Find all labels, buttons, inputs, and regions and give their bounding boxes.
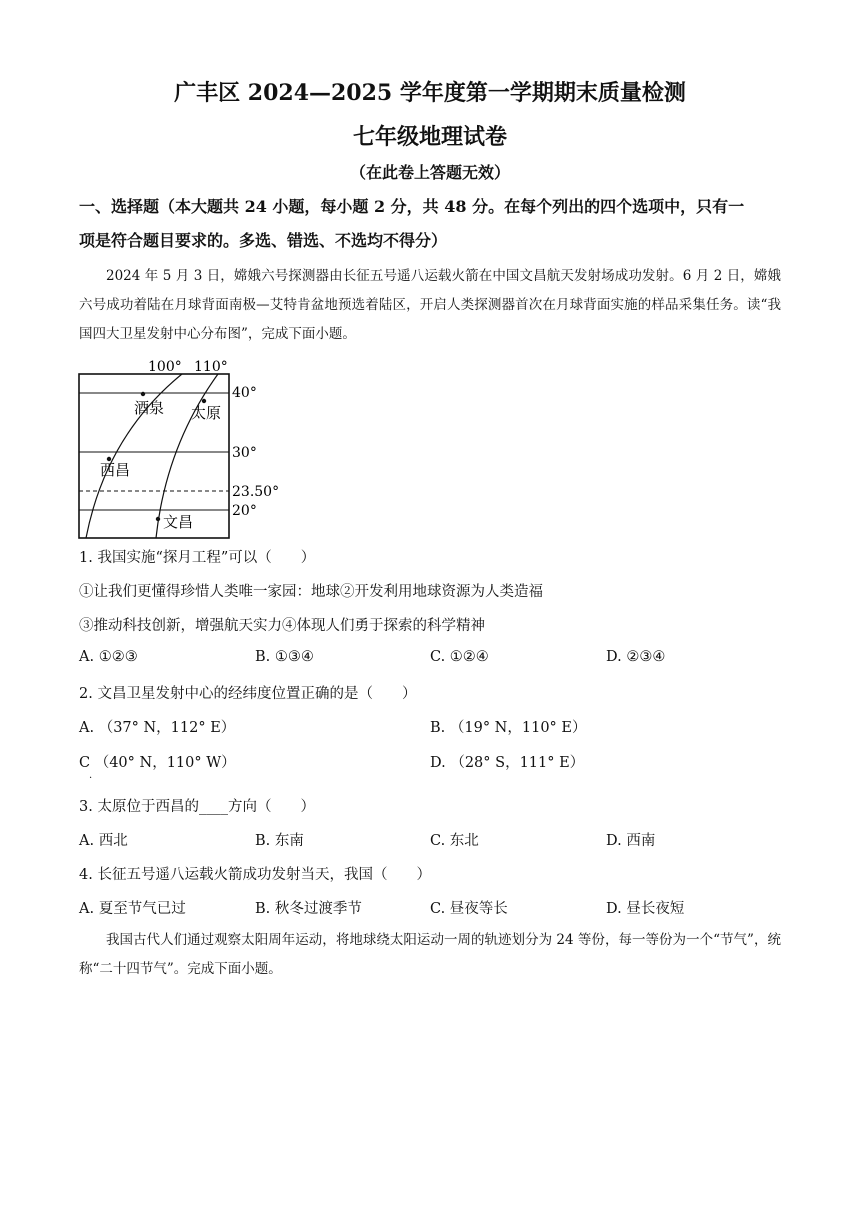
q1-option-d[interactable]: D. ②③④ bbox=[606, 649, 666, 665]
section-heading-line1: 一、选择题（本大题共 24 小题，每小题 2 分，共 48 分。在每个列出的四个选项中，只有一 bbox=[79, 197, 745, 216]
passage-2: 我国古代人们通过观察太阳周年运动，将地球绕太阳运动一周的轨迹划分为 24 等份，每一等份为一个“节气”，统称“二十四节气”。完成下面小题。 bbox=[79, 932, 782, 977]
place-dot-jiuquan bbox=[141, 392, 145, 396]
exam-title: 广丰区 2024—2025 学年度第一学期期末质量检测 bbox=[174, 80, 686, 106]
q4-option-b[interactable]: B. 秋冬过渡季节 bbox=[255, 901, 362, 917]
section-heading-line2: 项是符合题目要求的。多选、错选、不选均不得分） bbox=[79, 231, 448, 250]
question-3-stem: 3. 太原位于西昌的____方向（ ） bbox=[79, 799, 315, 815]
q2-option-c[interactable]: C （40° N，110° W） bbox=[79, 755, 236, 771]
exam-subtitle: 七年级地理试卷 bbox=[352, 124, 507, 150]
passage-1: 2024 年 5 月 3 日，嫦娥六号探测器由长征五号遥八运载火箭在中国文昌航天发射场成功发射。6 月 2 日，嫦娥六号成功着陆在月球背面南极—艾特肯盆地预选着陆区，开启人类探测器首次在月球背面实施的样品采集任务。读“我国四大卫星发射中心分布图”，完成下面小题。 bbox=[79, 268, 781, 342]
place-label-jiuquan: 酒泉 bbox=[134, 399, 165, 417]
q2-option-d[interactable]: D. （28° S，111° E） bbox=[430, 755, 585, 771]
place-label-wenchang: 文昌 bbox=[163, 513, 194, 531]
exam-note: （在此卷上答题无效） bbox=[349, 163, 510, 182]
lat-label-20: 20° bbox=[232, 503, 257, 519]
q2-option-b[interactable]: B. （19° N，110° E） bbox=[430, 720, 587, 736]
q1-option-c[interactable]: C. ①②④ bbox=[430, 649, 489, 665]
q4-option-c[interactable]: C. 昼夜等长 bbox=[430, 901, 508, 917]
place-label-xichang: 西昌 bbox=[100, 461, 131, 479]
q2-option-a[interactable]: A. （37° N，112° E） bbox=[79, 720, 236, 736]
lon-label-100: 100° bbox=[148, 359, 182, 375]
place-dot-wenchang bbox=[156, 517, 160, 521]
q3-option-a[interactable]: A. 西北 bbox=[79, 833, 128, 849]
q1-option-a[interactable]: A. ①②③ bbox=[79, 649, 138, 665]
question-2-stem: 2. 文昌卫星发射中心的经纬度位置正确的是（ ） bbox=[79, 686, 417, 702]
q3-option-b[interactable]: B. 东南 bbox=[255, 833, 304, 849]
stray-dot: . bbox=[89, 770, 93, 781]
q1-option-b[interactable]: B. ①③④ bbox=[255, 649, 314, 665]
lon-label-110: 110° bbox=[194, 359, 228, 375]
q4-option-a[interactable]: A. 夏至节气已过 bbox=[79, 901, 186, 917]
q3-option-d[interactable]: D. 西南 bbox=[606, 833, 656, 849]
place-dot-taiyuan bbox=[202, 399, 206, 403]
question-1-statement-b: ③推动科技创新，增强航天实力④体现人们勇于探索的科学精神 bbox=[79, 618, 485, 634]
lat-label-30: 30° bbox=[232, 445, 257, 461]
question-1-statement-a: ①让我们更懂得珍惜人类唯一家园：地球②开发利用地球资源为人类造福 bbox=[79, 584, 543, 600]
launch-center-map bbox=[76, 356, 286, 542]
question-4-stem: 4. 长征五号遥八运载火箭成功发射当天，我国（ ） bbox=[79, 867, 431, 883]
q4-option-d[interactable]: D. 昼长夜短 bbox=[606, 901, 685, 917]
place-label-taiyuan: 太原 bbox=[191, 404, 222, 422]
question-1-stem: 1. 我国实施“探月工程”可以（ ） bbox=[79, 550, 316, 566]
q3-option-c[interactable]: C. 东北 bbox=[430, 833, 479, 849]
lat-label-40: 40° bbox=[232, 385, 257, 401]
lat-label-2350: 23.50° bbox=[232, 484, 280, 500]
